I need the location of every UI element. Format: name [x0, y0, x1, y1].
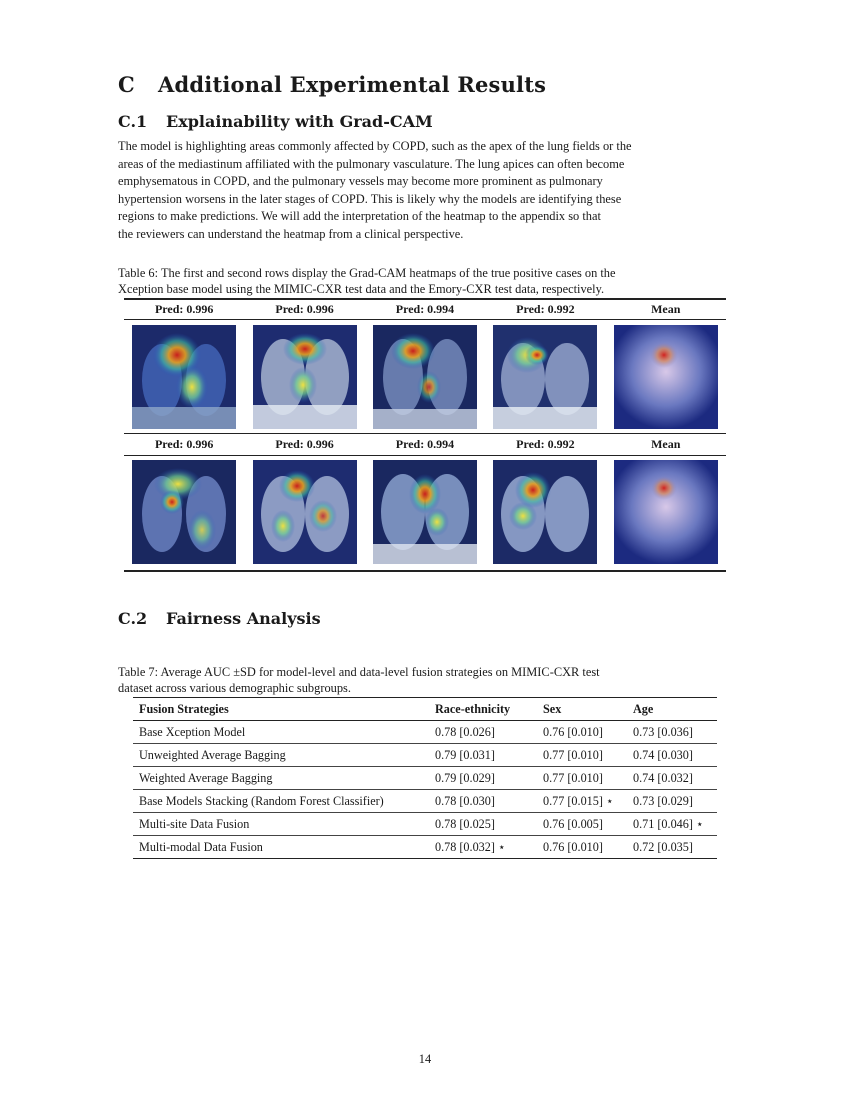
gradcam-heatmap-image: [253, 325, 357, 429]
caption-line: Table 7: Average AUC ±SD for model-level and data-level fusion strategies on MIMIC-CXR test: [118, 665, 600, 679]
table6-top-rule: [124, 298, 726, 300]
subsection-heading-c2: [118, 609, 321, 628]
pred-label: Pred: 0.996: [275, 302, 334, 316]
table-cell: 0.78 [0.026]: [429, 721, 537, 744]
table-row: [133, 836, 717, 859]
paragraph-line: The model is highlighting areas commonly affected by COPD, such as the apex of the lung fields or the: [118, 139, 632, 153]
mean-heatmap-image: [614, 460, 718, 564]
table-cell: Base Xception Model: [133, 721, 429, 744]
table-cell: Multi-site Data Fusion: [133, 813, 429, 836]
pred-label: Pred: 0.996: [154, 437, 214, 451]
column-header: Age: [627, 698, 717, 721]
table6-header-rule-1: [124, 319, 726, 320]
table-cell: Base Models Stacking (Random Forest Classifier): [133, 790, 429, 813]
page-number: 14: [418, 1052, 432, 1066]
table-row: [133, 790, 717, 813]
table-row: [133, 744, 717, 767]
table-cell: 0.74 [0.030]: [627, 744, 717, 767]
section-number: C: [118, 72, 135, 97]
column-header: Race-ethnicity: [429, 698, 537, 721]
mean-label: Mean: [651, 437, 681, 451]
pred-label: Pred: 0.994: [395, 302, 455, 316]
column-header: Fusion Strategies: [133, 698, 429, 721]
paragraph-line: the reviewers can understand the heatmap from a clinical perspective.: [118, 226, 464, 241]
table-cell: 0.78 [0.030]: [429, 790, 537, 813]
caption-line: Table 6: The first and second rows display the Grad-CAM heatmaps of the true positive cases on the: [118, 266, 616, 280]
table-cell: 0.76 [0.010]: [537, 721, 627, 744]
table-row: [133, 813, 717, 836]
subsection-title: Fairness Analysis: [166, 609, 321, 628]
table-cell: Weighted Average Bagging: [133, 767, 429, 790]
table-row: [133, 767, 717, 790]
subsection-number: C.2: [118, 609, 148, 628]
table7-caption: [118, 664, 732, 696]
table-cell: 0.77 [0.015] ⋆: [537, 790, 627, 813]
table6-header-row-2: [124, 437, 726, 452]
section-title: Additional Experimental Results: [158, 72, 547, 97]
table6-mid-rule: [124, 433, 726, 434]
table-cell: Unweighted Average Bagging: [133, 744, 429, 767]
caption-line: dataset across various demographic subgroups.: [118, 681, 351, 695]
table-cell: 0.79 [0.031]: [429, 744, 537, 767]
gradcam-heatmap-image: [493, 460, 597, 564]
gradcam-paragraph: [118, 138, 732, 244]
table-cell: 0.78 [0.025]: [429, 813, 537, 836]
table-cell: 0.72 [0.035]: [627, 836, 717, 859]
subsection-title: Explainability with Grad-CAM: [166, 112, 433, 131]
pred-label: Pred: 0.992: [516, 437, 575, 451]
subsection-heading-c1: [118, 112, 433, 131]
table-cell: Multi-modal Data Fusion: [133, 836, 429, 859]
gradcam-heatmap-image: [132, 325, 236, 429]
table-row: [133, 721, 717, 744]
caption-line: Xception base model using the MIMIC-CXR test data and the Emory-CXR test data, respectively.: [118, 282, 605, 296]
fairness-table: [133, 697, 717, 859]
mean-label: Mean: [651, 302, 681, 316]
gradcam-heatmap-image: [253, 460, 357, 564]
table-cell: 0.78 [0.032] ⋆: [429, 836, 537, 859]
pred-label: Pred: 0.996: [154, 302, 214, 316]
mean-heatmap-image: [614, 325, 718, 429]
pred-label: Pred: 0.992: [516, 302, 575, 316]
table-cell: 0.73 [0.036]: [627, 721, 717, 744]
pred-label: Pred: 0.994: [395, 437, 455, 451]
heatmap-row-emory: [124, 460, 726, 564]
pred-label: Pred: 0.996: [275, 437, 334, 451]
subsection-number: C.1: [118, 112, 148, 131]
section-heading: [118, 72, 546, 97]
gradcam-heatmap-image: [132, 460, 236, 564]
gradcam-heatmap-image: [373, 460, 477, 564]
table6-bottom-rule: [124, 570, 726, 572]
table-cell: 0.73 [0.029]: [627, 790, 717, 813]
paragraph-line: hypertension worsens in the later stages of COPD. This is likely why the models are identifying these: [118, 191, 622, 206]
gradcam-heatmap-image: [373, 325, 477, 429]
column-header: Sex: [537, 698, 627, 721]
table-cell: 0.76 [0.005]: [537, 813, 627, 836]
table-cell: 0.76 [0.010]: [537, 836, 627, 859]
table6-header-row-1: [124, 302, 726, 317]
heatmap-row-mimic: [124, 325, 726, 429]
table-cell: 0.74 [0.032]: [627, 767, 717, 790]
paragraph-line: regions to make predictions. We will add the interpretation of the heatmap to the appendix so that: [118, 209, 601, 224]
table-cell: 0.71 [0.046] ⋆: [627, 813, 717, 836]
paragraph-line: emphysematous in COPD, and the pulmonary vessels may become more prominent as pulmonary: [118, 174, 603, 189]
table-cell: 0.77 [0.010]: [537, 767, 627, 790]
table-cell: 0.79 [0.029]: [429, 767, 537, 790]
paragraph-line: areas of the mediastinum affiliated with the pulmonary vasculature. The lung apices can often become: [118, 156, 625, 171]
table6-header-rule-2: [124, 455, 726, 456]
gradcam-heatmap-image: [493, 325, 597, 429]
table6-caption: [118, 265, 732, 297]
table-cell: 0.77 [0.010]: [537, 744, 627, 767]
table-header-row: [133, 698, 717, 721]
